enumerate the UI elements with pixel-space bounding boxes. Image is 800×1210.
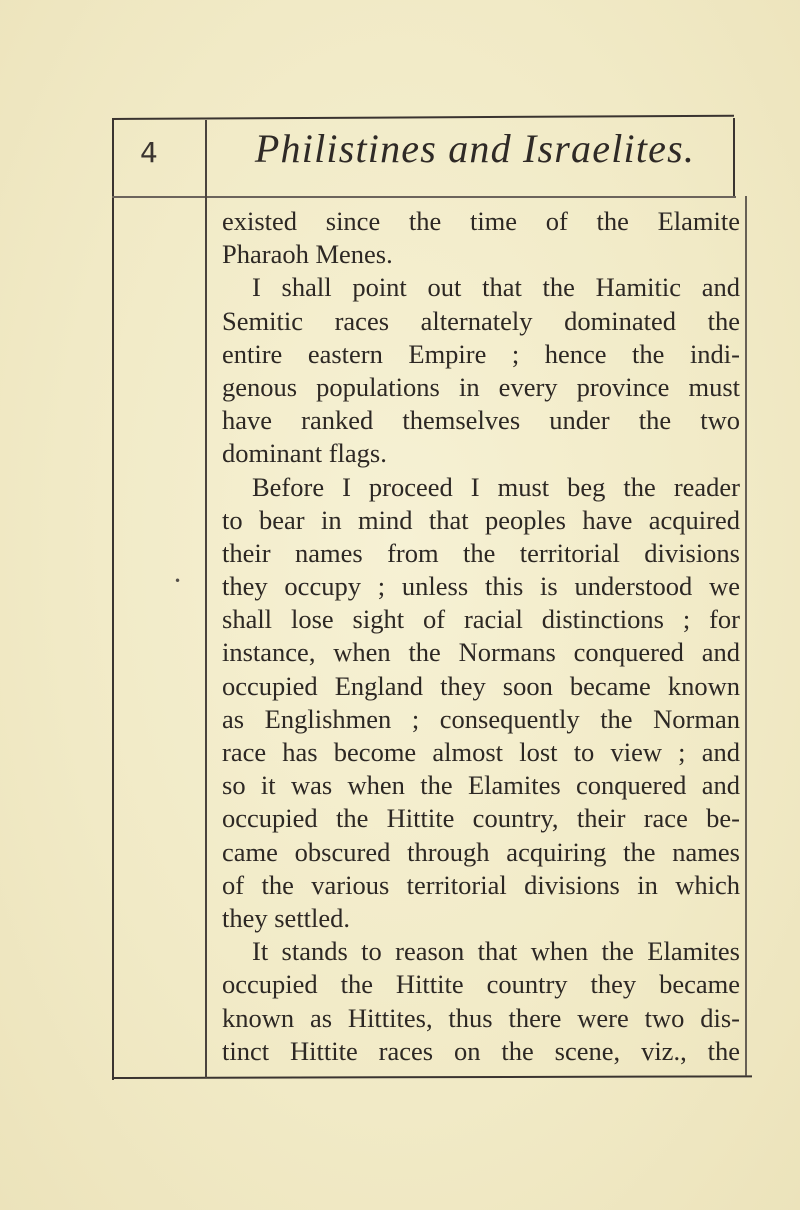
text-line: occupied England they soon became known bbox=[222, 670, 740, 701]
text-line: entire eastern Empire ; hence the indi- bbox=[222, 338, 740, 369]
text-line: It stands to reason that when the Elamites bbox=[252, 936, 740, 967]
text-line: as Englishmen ; consequently the Norman bbox=[222, 703, 740, 734]
text-line: existed since the time of the Elamite bbox=[222, 206, 740, 236]
text-column-right-rule bbox=[745, 196, 747, 1076]
text-line: of the various territorial divisions in which bbox=[222, 869, 740, 900]
table-left-rule bbox=[112, 120, 114, 1080]
text-line: tinct Hittite races on the scene, viz., the bbox=[222, 1035, 740, 1066]
text-line: genous populations in every province must bbox=[222, 371, 740, 402]
text-line: so it was when the Elamites conquered and bbox=[222, 770, 740, 801]
text-line: their names from the territorial divisions bbox=[222, 537, 740, 568]
text-line: Pharaoh Menes. bbox=[222, 239, 393, 270]
running-head-title: Philistines and Israelites. bbox=[254, 126, 696, 171]
stray-mark: • bbox=[174, 574, 182, 588]
text-line: they occupy ; unless this is understood we bbox=[222, 571, 740, 602]
column-divider bbox=[205, 120, 207, 1078]
text-line: Semitic races alternately dominated the bbox=[222, 305, 740, 336]
text-line: known as Hittites, thus there were two dis- bbox=[222, 1002, 740, 1033]
text-line: came obscured through acquiring the names bbox=[222, 836, 740, 867]
text-line: have ranked themselves under the two bbox=[222, 405, 740, 436]
body-text bbox=[222, 205, 740, 1068]
text-line: to bear in mind that peoples have acquired bbox=[222, 504, 740, 535]
text-line: race has become almost lost to view ; and bbox=[222, 737, 740, 767]
text-line: I shall point out that the Hamitic and bbox=[252, 272, 740, 303]
text-line: Before I proceed I must beg the reader bbox=[252, 471, 740, 502]
text-line: instance, when the Normans conquered and bbox=[222, 637, 740, 668]
text-line: dominant flags. bbox=[222, 438, 387, 469]
text-line: shall lose sight of racial distinctions ; for bbox=[222, 604, 740, 635]
page-number: 4 bbox=[140, 136, 158, 169]
text-line: occupied the Hittite country they became bbox=[222, 969, 740, 1000]
text-line: they settled. bbox=[222, 902, 351, 933]
text-line: occupied the Hittite country, their race be- bbox=[222, 803, 740, 834]
